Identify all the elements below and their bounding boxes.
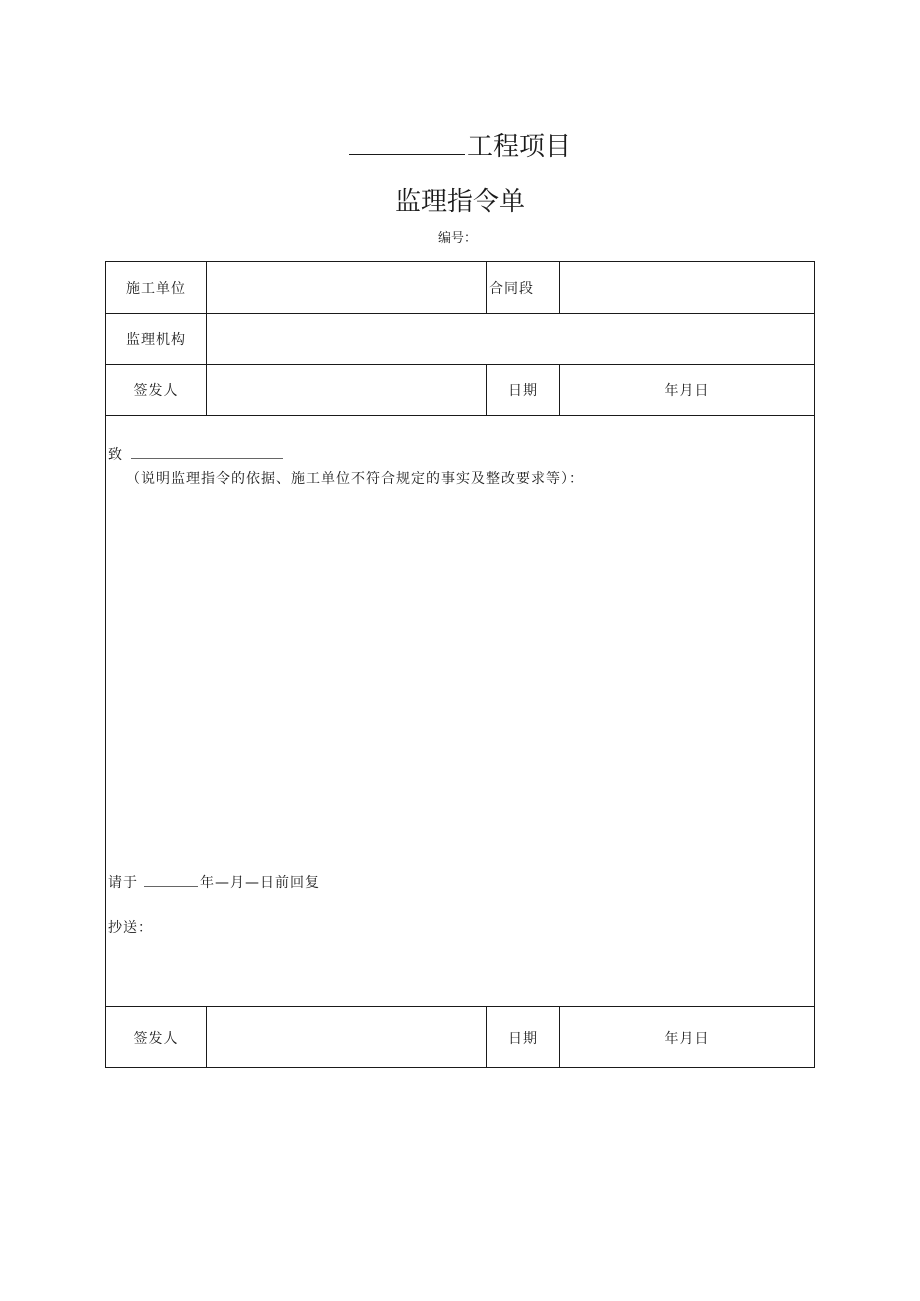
reply-year-blank[interactable] <box>144 874 198 887</box>
contract-section-label: 合同段 <box>489 280 534 297</box>
reply-suffix: 年—月—日前回复 <box>200 875 320 891</box>
number-label: 编号： <box>438 231 478 246</box>
footer-date-label: 日期 <box>508 1030 538 1047</box>
footer-date-field[interactable]: 年月日 <box>664 1030 710 1047</box>
supervision-org-label: 监理机构 <box>126 332 186 348</box>
footer-signer-field[interactable] <box>207 1007 486 1068</box>
cc-label: 抄送： <box>108 920 153 936</box>
project-title-line <box>0 128 920 165</box>
instruction-form <box>105 261 815 1068</box>
project-name-blank[interactable] <box>349 128 465 155</box>
supervision-org-field[interactable] <box>207 314 814 364</box>
date-field[interactable]: 年月日 <box>664 383 710 399</box>
project-title-suffix: 工程项目 <box>466 132 571 162</box>
addressee-line <box>108 445 283 465</box>
form-title: 监理指令单 <box>394 187 525 217</box>
signer-field[interactable] <box>207 365 486 415</box>
construction-unit-field[interactable] <box>207 262 486 313</box>
date-label: 日期 <box>508 383 538 399</box>
reply-deadline-line <box>108 873 320 893</box>
to-label: 致 <box>108 447 123 463</box>
row-divider <box>106 415 814 416</box>
construction-unit-label: 施工单位 <box>126 280 186 297</box>
addressee-blank[interactable] <box>131 446 283 459</box>
signer-label: 签发人 <box>133 383 179 399</box>
contract-section-field[interactable] <box>560 262 814 313</box>
instruction-note: （说明监理指令的依据、施工单位不符合规定的事实及整改要求等）： <box>126 471 584 487</box>
footer-signer-label: 签发人 <box>133 1030 179 1047</box>
reply-prefix: 请于 <box>108 875 138 891</box>
